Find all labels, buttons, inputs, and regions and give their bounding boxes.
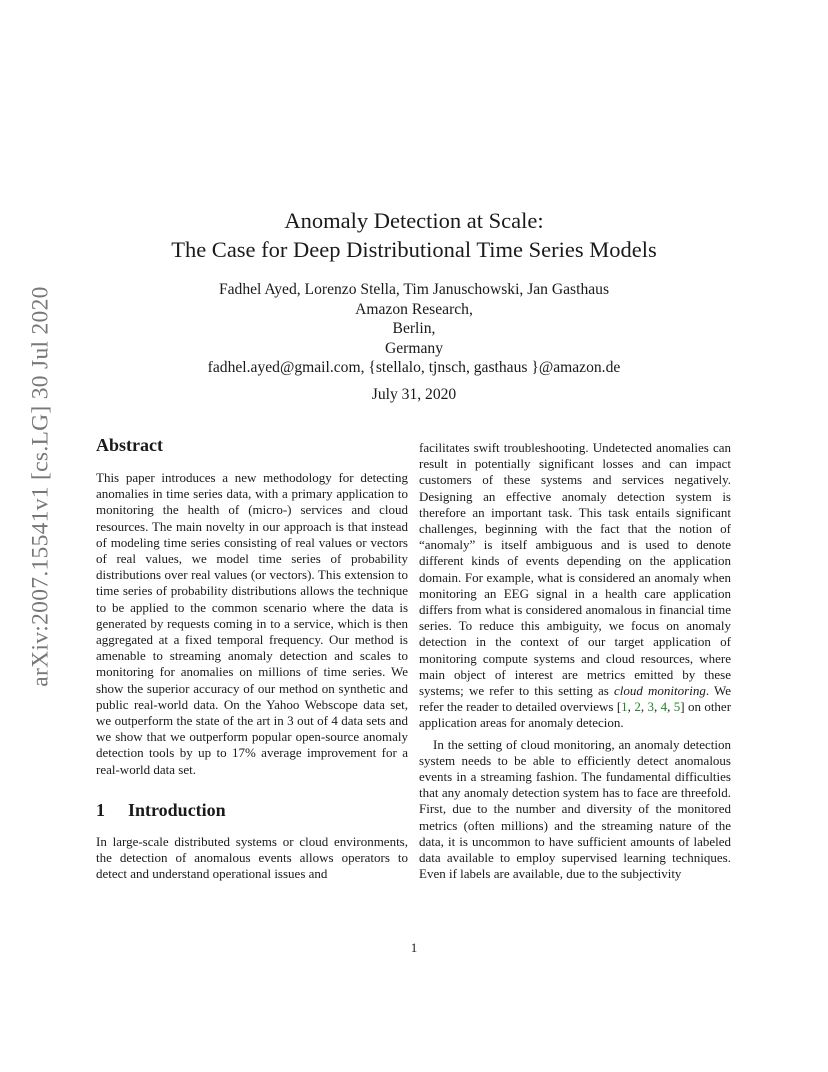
intro-p1-mid: . We refer the reader to detailed overviews [ <box>419 683 732 715</box>
author-emails: fadhel.ayed@gmail.com, {stellalo, tjnsch, gasthaus }@amazon.de <box>207 359 621 376</box>
intro-p1-end: ] on other application areas for anomaly detecion. <box>419 699 732 731</box>
arxiv-identifier-text: arXiv:2007.15541v1 [cs.LG] 30 Jul 2020 <box>27 285 54 687</box>
citation-link[interactable]: 2 <box>634 699 641 715</box>
title-line-1: Anomaly Detection at Scale: <box>284 208 544 233</box>
citation-link[interactable]: 1 <box>621 699 628 715</box>
citation-link[interactable]: 3 <box>647 699 654 715</box>
paper-date: July 31, 2020 <box>371 386 457 403</box>
author-affiliation: Amazon Research, <box>355 300 473 318</box>
author-block <box>0 280 828 378</box>
citation-link[interactable]: 5 <box>673 699 681 715</box>
left-column <box>96 433 408 882</box>
author-names: Fadhel Ayed, Lorenzo Stella, Tim Januschowski, Jan Gasthaus <box>218 281 610 298</box>
intro-paragraph-2: In the setting of cloud monitoring, an anomaly detection system needs to be able to efficiently detect anomalous events in a streaming fashion. The fundamental difficulties that any anomaly detection system has to face are threefold. First, due to the number and diversity of the monitored metrics (often millions) and the streaming nature of the data, it is uncommon to have sufficient amounts of labeled data available to employ supervised learning techniques. Even if labels are available, due to the subjectivity <box>419 736 731 882</box>
citation-link[interactable]: 4 <box>660 699 668 715</box>
cloud-monitoring-term: cloud monitoring <box>614 683 706 699</box>
abstract-heading: Abstract <box>96 435 163 455</box>
section-title: Introduction <box>128 799 226 820</box>
right-column <box>419 440 731 882</box>
author-country: Germany <box>384 339 444 357</box>
author-city: Berlin, <box>392 320 436 337</box>
page-number: 1 <box>410 940 418 955</box>
title-line-2: The Case for Deep Distributional Time Series Models <box>171 237 657 262</box>
paper-title <box>0 206 828 264</box>
intro-paragraph-1-start: In large-scale distributed systems or cloud environments, the detection of anomalous events allows operators to detect and understand operational issues and <box>96 833 408 882</box>
intro-paragraph-1-body: facilitates swift troubleshooting. Undetected anomalies can result in potentially significant losses and can impact customers of these systems and services negatively. Designing an effective anomaly detection system is therefore an important task. This task entails significant challenges, beginning with the fact that the notion of “anomaly” is itself ambiguous and is used to denote different kinds of events depending on the application domain. For example, what is considered an anomaly when monitoring an EEG signal in a health care application differs from what is considered anomalous in financial time series. To reduce this ambiguity, we focus on anomaly detection in the context of our target application of monitoring compute systems and cloud resources, where main object of interest are metrics emitted by these systems; we refer to this setting as <box>419 440 731 699</box>
abstract-text: This paper introduces a new methodology for detecting anomalies in time series data, with a primary application to monitoring the health of (micro-) services and cloud resources. The main novelty in our approach is that instead of modeling time series consisting of real values or vectors of real values, we model time series of probability distributions over real values (or vectors). This extension to time series of probability distributions allows the technique to be applied to the common scenario where the data is generated by requests coming in to a service, which is then aggregated at a fixed temporal frequency. Our method is amenable to streaming anomaly detection and scales to monitoring for anomalies on millions of time series. We show the superior accuracy of our method on synthetic and public real-world data. On the Yahoo Webscope data set, we outperform the state of the art in 3 out of 4 data sets and we show that we outperform popular open-source anomaly detection tools by up to 17% average improvement for a real-world data set. <box>96 470 408 777</box>
citation-list: 1, 2, 3, 4, 5 <box>621 699 681 715</box>
section-heading-introduction <box>96 798 408 822</box>
section-number: 1 <box>96 799 105 820</box>
intro-paragraph-1-continued <box>419 440 731 732</box>
